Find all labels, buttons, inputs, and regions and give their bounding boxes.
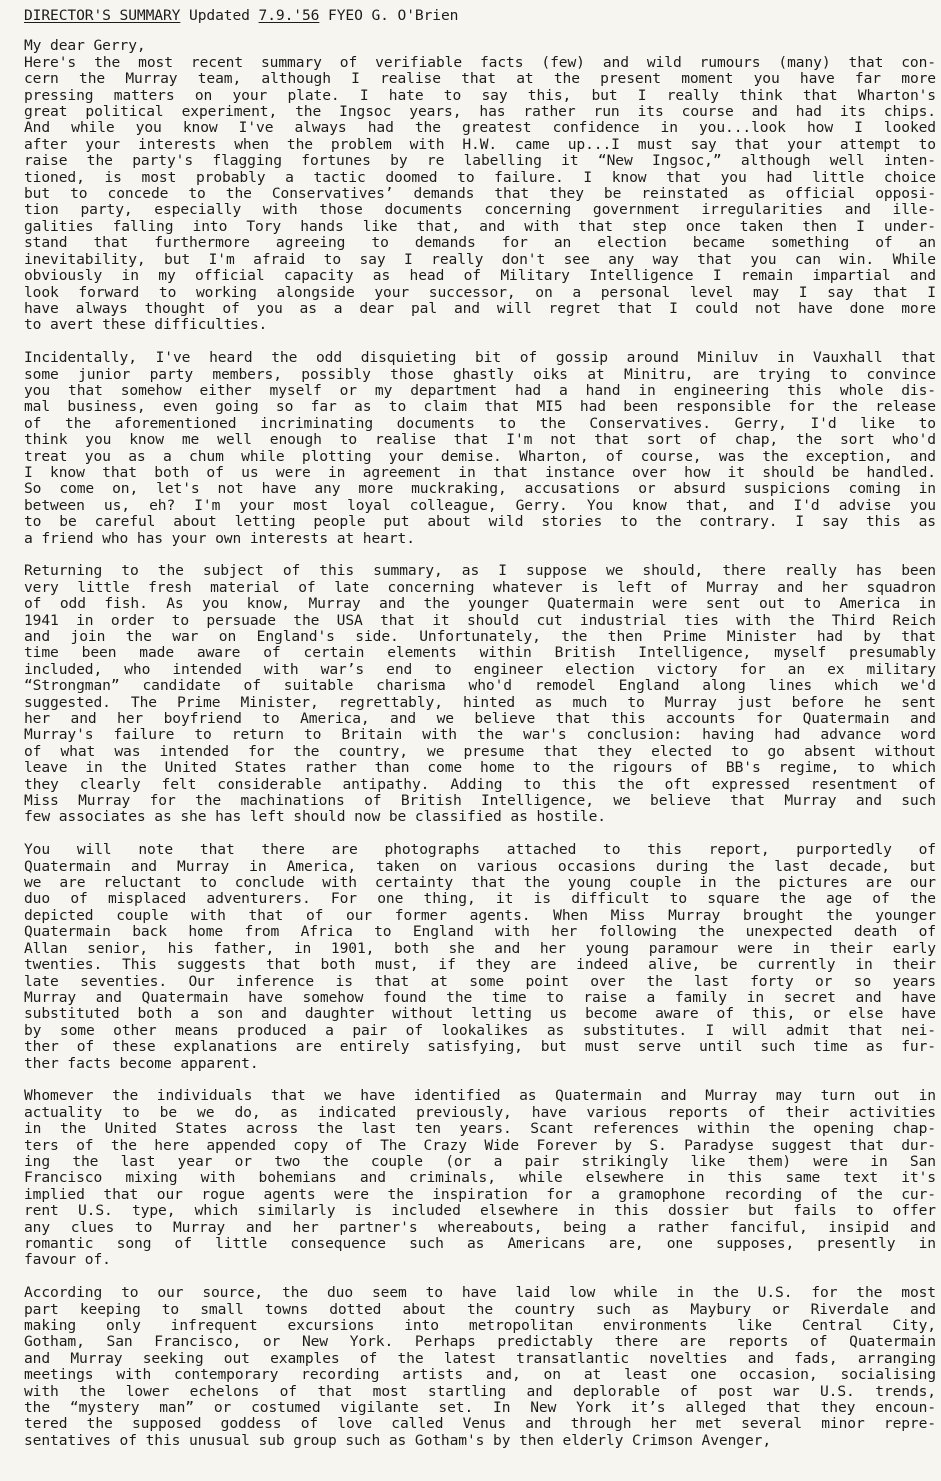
text-line: actuality to be we do, as indicated previously, have various reports of their activities	[24, 1103, 936, 1121]
text-line: with the lower echelons of that most startling and deplorable of post war U.S. trends,	[24, 1382, 936, 1400]
director-summary-document	[24, 8, 936, 1466]
text-line: depicted couple with that of our former agents. When Miss Murray brought the younger	[24, 906, 936, 924]
text-line: Here's the most recent summary of verifiable facts (few) and wild rumours (many) that con-	[24, 53, 936, 71]
text-line: meetings with contemporary recording artists and, on at least one occasion, socialising	[24, 1366, 936, 1384]
text-line: inevitability, but I'm afraid to say I really don't see any way that you can win. While	[24, 250, 936, 268]
text-line: ther facts become apparent.	[24, 1054, 259, 1072]
update-date: 7.9.'56	[258, 7, 320, 24]
text-line: part keeping to small towns dotted about the country such as Maybury or Riverdale and	[24, 1300, 936, 1318]
letter-paragraph	[24, 1088, 936, 1268]
text-line: rent U.S. type, which similarly is included elsewhere in this dossier but fails to offer	[24, 1202, 936, 1220]
text-line: cern the Murray team, although I realise that at the present moment you have far more	[24, 70, 936, 88]
text-line: a friend who has your own interests at heart.	[24, 529, 415, 547]
text-line: the “mystery man” or costumed vigilante set. In New York it’s alleged that they encoun-	[24, 1399, 936, 1417]
letter-paragraph	[24, 842, 936, 1072]
text-line: between us, eh? I'm your most loyal colleague, Gerry. You know that, and I'd advise you	[24, 496, 936, 514]
text-line: to be careful about letting people put about wild stories to the contrary. I say this as	[24, 513, 936, 531]
text-line: you that somehow either myself or my department had a hand in engineering this whole dis-	[24, 381, 936, 399]
text-line: time been made aware of certain elements within British Intelligence, myself presumably	[24, 644, 936, 662]
document-title: DIRECTOR'S SUMMARY	[24, 7, 181, 24]
text-line: treat you as a chum while plotting your demise. Wharton, of course, was the exception, and	[24, 447, 936, 465]
text-line: her and her boyfriend to America, and we believe that this accounts for Quatermain and	[24, 710, 936, 728]
text-line: but to concede to the Conservatives’ demands that they be reinstated as official opposi-	[24, 185, 936, 203]
text-line: in the United States across the last ten years. Scant references within the opening chap-	[24, 1120, 936, 1138]
text-line: Francisco mixing with bohemians and criminals, while elsewhere in this same text it's	[24, 1169, 936, 1187]
letter-body	[24, 55, 936, 1449]
text-line: substituted both a son and daughter without letting us become aware of this, or else have	[24, 1005, 936, 1023]
text-line: tion party, especially with those documents concerning government irregularities and ille-	[24, 201, 936, 219]
text-line: raise the party's flagging fortunes by re labelling it “New Ingsoc,” although well inten-	[24, 152, 936, 170]
text-line: late seventies. Our inference is that at some point over the last forty or so years	[24, 972, 936, 990]
text-line: any clues to Murray and her partner's whereabouts, being a rather fanciful, insipid and	[24, 1218, 936, 1236]
text-line: leave in the United States rather than come home to the rigours of BB's regime, to which	[24, 759, 936, 777]
text-line: Returning to the subject of this summary, as I suppose we should, there really has been	[24, 562, 936, 580]
text-line: According to our source, the duo seem to have laid low while in the U.S. for the most	[24, 1284, 936, 1302]
salutation: My dear Gerry,	[24, 37, 146, 55]
text-line: ters of the here appended copy of The Crazy Wide Forever by S. Paradyse suggest that dur-	[24, 1136, 936, 1154]
letter-paragraph	[24, 55, 936, 334]
letter-paragraph	[24, 563, 936, 826]
letter-paragraph	[24, 350, 936, 547]
text-line: suggested. The Prime Minister, regrettably, hinted as much to Murray just before he sent	[24, 693, 936, 711]
letter-paragraph	[24, 1285, 936, 1449]
text-line: implied that our rogue agents were the inspiration for a gramophone recording of the cur-	[24, 1185, 936, 1203]
text-line: You will note that there are photographs attached to this report, purportedly of	[24, 841, 936, 859]
text-line: tioned, is most probably a tactic doomed to failure. I know that you had little choice	[24, 168, 936, 186]
text-line: Miss Murray for the machinations of British Intelligence, we believe that Murray and such	[24, 792, 936, 810]
text-line: think you know me well enough to realise that I'm not that sort of chap, the sort who'd	[24, 431, 936, 449]
document-header	[24, 8, 936, 24]
text-line: great political experiment, the Ingsoc years, has rather run its course and had its chips.	[24, 103, 936, 121]
text-line: of what was intended for the country, we presume that they elected to go absent without	[24, 742, 936, 760]
text-line: and Murray seeking out examples of the latest transatlantic novelties and fads, arranging	[24, 1349, 936, 1367]
fyeo-label: FYEO	[328, 7, 363, 24]
text-line: after your interests when the problem with H.W. came up...I must say that your attempt to	[24, 135, 936, 153]
recipient-name: G. O'Brien	[371, 7, 459, 24]
text-line: have always thought of you as a dear pal and will regret that I could not have done more	[24, 299, 936, 317]
text-line: we are reluctant to conclude with certainty that the young couple in the pictures are our	[24, 874, 936, 892]
text-line: So come on, let's not have any more muckraking, accusations or absurd suspicions coming in	[24, 480, 936, 498]
text-line: and join the war on England's side. Unfortunately, the then Prime Minister had by that	[24, 628, 936, 645]
text-line: few associates as she has left should now be classified as hostile.	[24, 808, 606, 826]
text-line: very little fresh material of late concerning whatever is left of Murray and her squadron	[24, 578, 936, 596]
text-line: Incidentally, I've heard the odd disquieting bit of gossip around Miniluv in Vauxhall that	[24, 349, 936, 367]
text-line: mal business, even going so far as to claim that MI5 had been responsible for the release	[24, 398, 936, 416]
text-line: I know that both of us were in agreement in that instance over how it should be handled.	[24, 463, 936, 481]
text-line: sentatives of this unusual sub group such as Gotham's by then elderly Crimson Avenger,	[24, 1431, 772, 1449]
text-line: Quatermain and Murray in America, taken on various occasions during the last decade, but	[24, 857, 936, 875]
text-line: obviously in my official capacity as head of Military Intelligence I remain impartial and	[24, 267, 936, 285]
text-line: of odd fish. As you know, Murray and the younger Quatermain were sent out to America in	[24, 595, 936, 613]
text-line: look forward to working alongside your successor, on a personal level may I say that I	[24, 283, 936, 301]
text-line: stand that furthermore agreeing to demands for an election became something of an	[24, 234, 936, 252]
text-line: Murray and Quatermain have somehow found the time to raise a family in secret and have	[24, 988, 936, 1006]
text-line: Gotham, San Francisco, or New York. Perhaps predictably there are reports of Quatermain	[24, 1333, 936, 1351]
text-line: tered the supposed goddess of love called Venus and through her met several minor repre-	[24, 1415, 936, 1433]
text-line: some junior party members, possibly those ghastly oiks at Minitru, are trying to convince	[24, 365, 936, 383]
text-line: pressing matters on your plate. I hate to say this, but I really think that Wharton's	[24, 86, 936, 104]
updated-label: Updated	[189, 7, 250, 24]
text-line: they clearly felt considerable antipathy. Adding to this the oft expressed resentment of	[24, 775, 936, 793]
text-line: ther of these explanations are entirely satisfying, but must serve until such time as fur-	[24, 1038, 936, 1056]
text-line: ing the last year or two the couple (or a pair strikingly like them) were in San	[24, 1152, 936, 1170]
text-line: galities falling into Tory hands like that, and with that step once taken then I under-	[24, 217, 936, 235]
text-line: Quatermain back home from Africa to England with her following the unexpected death of	[24, 923, 936, 941]
text-line: twenties. This suggests that both must, if they are indeed alive, be currently in their	[24, 956, 936, 974]
text-line: to avert these difficulties.	[24, 316, 268, 334]
text-line: And while you know I've always had the greatest confidence in you...look how I looked	[24, 119, 936, 137]
text-line: duo of misplaced adventurers. For one thing, it is difficult to square the age of the	[24, 890, 936, 908]
text-line: Whomever the individuals that we have identified as Quatermain and Murray may turn out in	[24, 1087, 936, 1105]
text-line: 1941 in order to persuade the USA that it should cut industrial ties with the Third Reich	[24, 611, 936, 629]
text-line: by some other means produced a pair of lookalikes as substitutes. I will admit that nei-	[24, 1021, 936, 1039]
text-line: Murray's failure to return to Britain with the war's conclusion: having had advance word	[24, 726, 936, 744]
text-line: Allan senior, his father, in 1901, both she and her young paramour were in their early	[24, 939, 936, 957]
text-line: favour of.	[24, 1251, 111, 1269]
text-line: romantic song of little consequence such as Americans are, one supposes, presently in	[24, 1235, 936, 1252]
text-line: included, who intended with war’s end to engineer election victory for an ex military	[24, 660, 936, 678]
text-line: making only infrequent excursions into metropolitan environments like Central City,	[24, 1317, 936, 1335]
text-line: “Strongman” candidate of suitable charisma who'd remodel England along lines which we'd	[24, 677, 936, 695]
text-line: of the aforementioned incriminating documents to the Conservatives. Gerry, I'd like to	[24, 414, 936, 432]
